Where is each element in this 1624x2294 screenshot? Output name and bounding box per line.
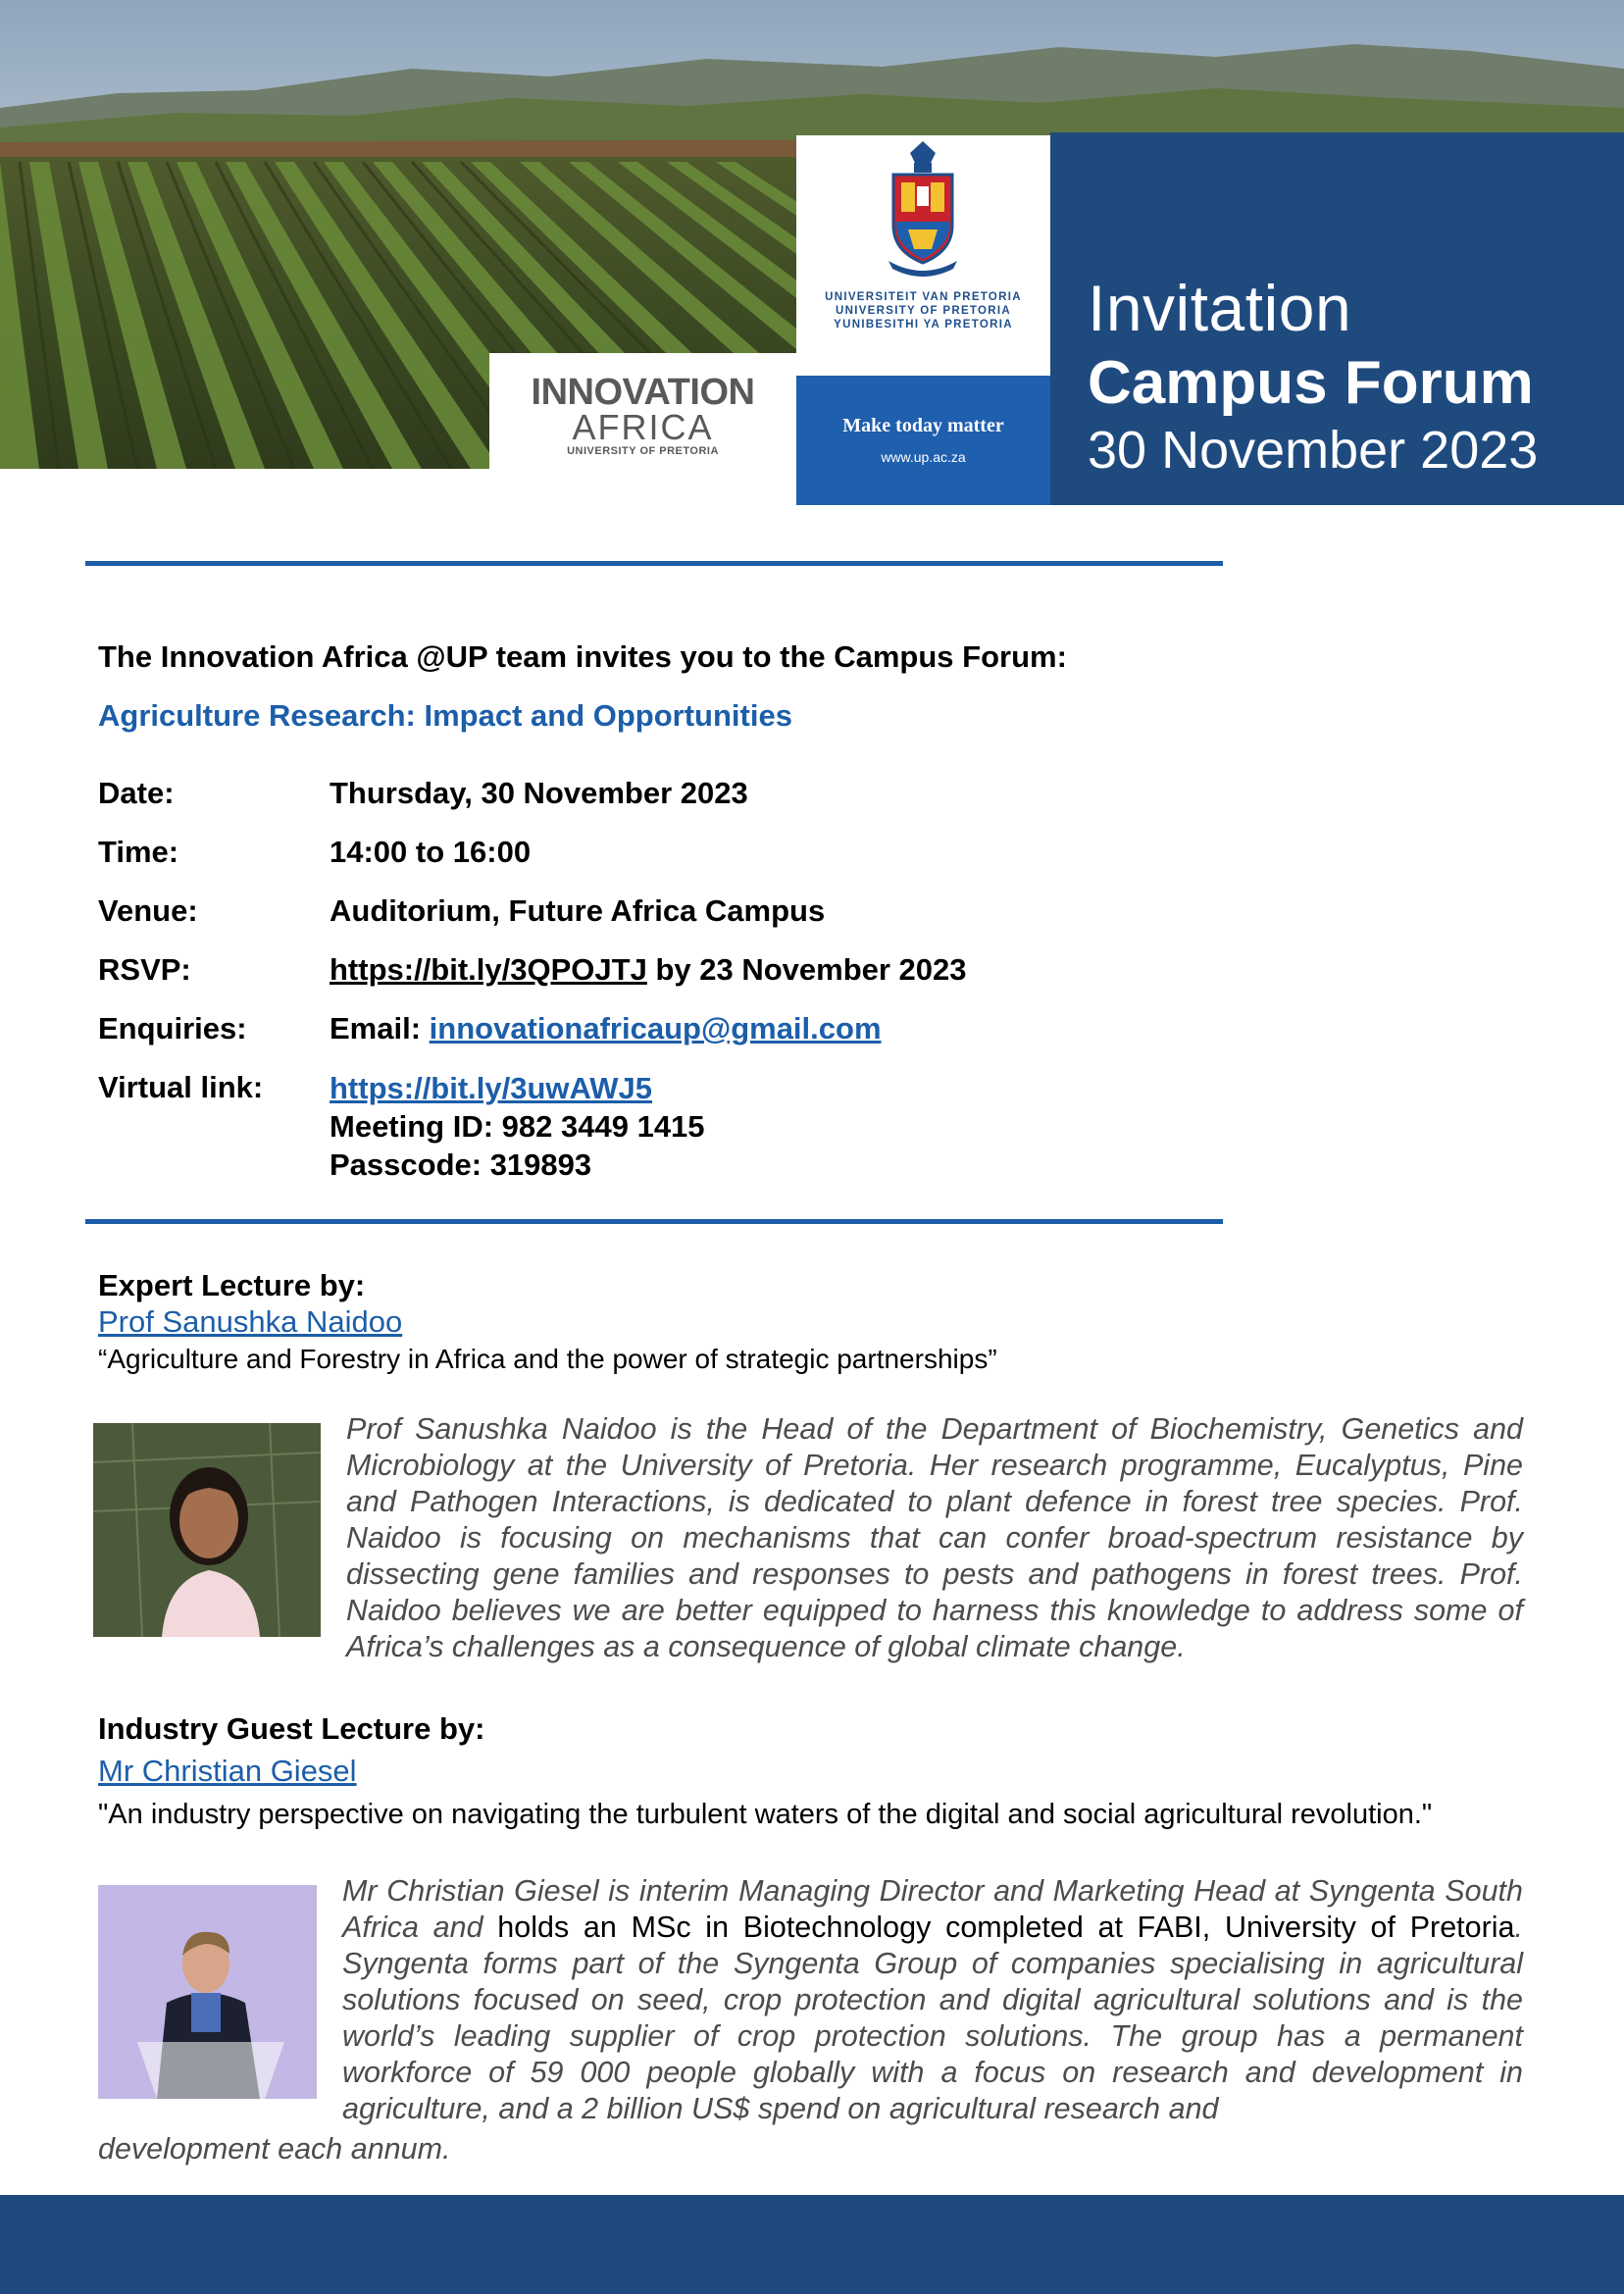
up-crest-icon <box>869 135 977 282</box>
enquiries-label: Enquiries: <box>98 1011 247 1045</box>
meeting-id: Meeting ID: 982 3449 1415 <box>330 1109 705 1144</box>
venue-label: Venue: <box>98 893 198 928</box>
virtual-meeting-link[interactable]: https://bit.ly/3uwAWJ5 <box>330 1071 652 1105</box>
title-date: 30 November 2023 <box>1088 421 1539 480</box>
expert-photo <box>93 1423 321 1637</box>
industry-photo <box>98 1885 317 2099</box>
university-of-pretoria-logo <box>796 135 1050 376</box>
venue-value: Auditorium, Future Africa Campus <box>330 893 826 928</box>
up-name-afrikaans: UNIVERSITEIT VAN PRETORIA <box>825 291 1022 303</box>
time-label: Time: <box>98 835 179 869</box>
forum-topic: Agriculture Research: Impact and Opportunities <box>98 698 792 733</box>
enquiries-row <box>98 1010 1373 1047</box>
rsvp-value <box>330 951 1373 989</box>
industry-bio-tail: development each annum. <box>98 2132 451 2166</box>
expert-bio: Prof Sanushka Naidoo is the Head of the Department of Biochemistry, Genetics and Microbiology at the University of Pretoria. Her research programme, Eucalyptus, Pine and Pathogen Interactions, is dedicated to plant defence in forest tree species. Prof. Naidoo is focusing on mechanisms that can confer broad-spectrum resistance by dissecting gene families and responses to pests and pathogens in forest trees. Prof. Naidoo believes we are better equipped to harness this knowledge to address some of Africa’s challenges as a consequence of global climate change. <box>346 1412 1523 1663</box>
rsvp-row <box>98 951 1373 989</box>
date-row <box>98 775 1373 812</box>
date-value: Thursday, 30 November 2023 <box>330 776 748 810</box>
industry-bio <box>342 1873 1523 2127</box>
banner-white-strip <box>0 469 796 505</box>
ia-logo-line2: AFRICA <box>572 407 714 447</box>
time-row <box>98 834 1373 871</box>
title-invitation: Invitation <box>1088 272 1352 344</box>
expert-heading: Expert Lecture by: <box>98 1268 366 1302</box>
ia-logo-line3: UNIVERSITY OF PRETORIA <box>567 445 719 457</box>
header-banner <box>0 0 1624 505</box>
expert-name-link[interactable]: Prof Sanushka Naidoo <box>98 1304 403 1339</box>
virtual-label: Virtual link: <box>98 1070 264 1104</box>
up-name-english: UNIVERSITY OF PRETORIA <box>836 305 1011 317</box>
rsvp-link[interactable]: https://bit.ly/3QPOJTJ <box>330 952 647 987</box>
footer-band <box>0 2195 1624 2294</box>
up-logo-names <box>796 290 1050 331</box>
date-label: Date: <box>98 776 175 810</box>
time-value: 14:00 to 16:00 <box>330 835 532 869</box>
event-details <box>98 775 1373 1205</box>
industry-bio-part1: Mr Christian Giesel is interim Managing Director and Marketing Head at Syngenta South Africa and <box>342 1874 1523 1944</box>
venue-row <box>98 892 1373 930</box>
bottom-divider <box>85 1219 1223 1224</box>
industry-name-link[interactable]: Mr Christian Giesel <box>98 1754 357 1788</box>
up-tagline-block <box>796 376 1050 505</box>
industry-bio-part3: . Syngenta forms part of the Syngenta Group of companies specialising in agricultural solutions focused on seed, crop protection and digital agricultural solutions and is the world’s leading supplier of crop protection solutions. The group has a permanent workforce of 59 000 people globally with a focus on research and development in agriculture, and a 2 billion US$ spend on agricultural research and <box>342 1911 1523 2125</box>
enquiries-email-link[interactable]: innovationafricaup@gmail.com <box>429 1011 882 1045</box>
industry-lecture-title: "An industry perspective on navigating the turbulent waters of the digital and social agricultural revolution." <box>98 1799 1433 1830</box>
top-divider <box>85 561 1223 566</box>
expert-lecture-title: “Agriculture and Forestry in Africa and the power of strategic partnerships” <box>98 1344 997 1374</box>
virtual-row <box>98 1069 1373 1184</box>
rsvp-deadline: by 23 November 2023 <box>646 952 967 987</box>
innovation-africa-logo <box>489 353 796 469</box>
up-tagline: Make today matter <box>842 415 1004 436</box>
industry-heading: Industry Guest Lecture by: <box>98 1711 485 1746</box>
virtual-value <box>330 1069 1373 1184</box>
up-website: www.up.ac.za <box>881 449 966 465</box>
enquiries-value <box>330 1010 1373 1047</box>
rsvp-label: RSVP: <box>98 952 191 987</box>
meeting-passcode: Passcode: 319893 <box>330 1147 592 1182</box>
intro-text: The Innovation Africa @UP team invites you to the Campus Forum: <box>98 639 1067 674</box>
title-panel <box>1050 132 1624 505</box>
ia-logo-line1: INNOVATION <box>531 372 755 413</box>
title-campus-forum: Campus Forum <box>1088 349 1534 417</box>
industry-bio-part2: holds an MSc in Biotechnology completed at FABI, University of Pretoria <box>497 1911 1515 1944</box>
up-name-sepedi: YUNIBESITHI YA PRETORIA <box>834 319 1013 331</box>
email-prefix: Email: <box>330 1011 430 1045</box>
